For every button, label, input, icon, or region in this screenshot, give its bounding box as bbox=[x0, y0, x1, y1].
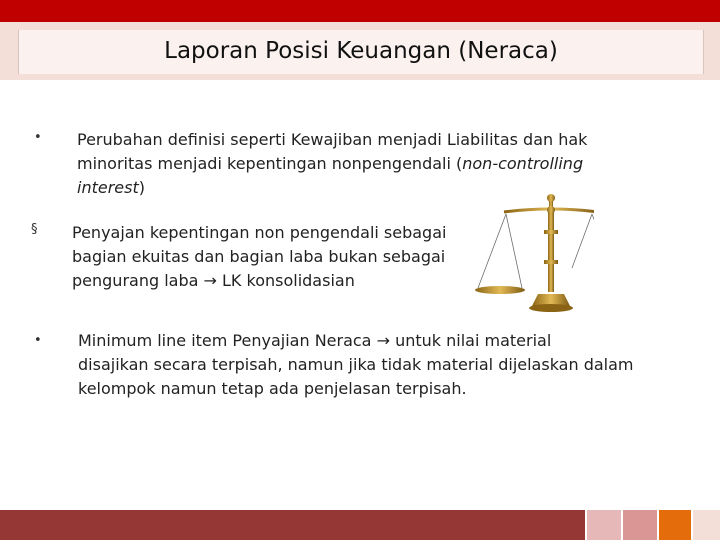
bullet-marker: • bbox=[34, 130, 42, 145]
slide-title: Laporan Posisi Keuangan (Neraca) bbox=[164, 38, 558, 64]
bullet-3-line-1-text: Minimum line item Penyajian Neraca bbox=[78, 331, 372, 350]
footer-bar bbox=[0, 510, 720, 540]
bullet-3-text bbox=[78, 329, 678, 401]
bullet-2-line-3-tail: LK konsolidasian bbox=[216, 271, 355, 290]
bullet-3-line-1 bbox=[78, 329, 678, 353]
bullet-2-text bbox=[72, 221, 472, 293]
bullet-2-line-3-text: pengurang laba bbox=[72, 271, 199, 290]
bullet-1-line-2 bbox=[77, 152, 667, 176]
footer-accent-block bbox=[693, 510, 720, 540]
arrow-right-icon: → bbox=[376, 331, 390, 350]
footer-main-block bbox=[0, 510, 585, 540]
bullet-marker: § bbox=[31, 222, 38, 237]
bullet-1-italic-text: non-controlling bbox=[462, 154, 584, 173]
footer-accent-block bbox=[587, 510, 621, 540]
footer-accent-block bbox=[623, 510, 657, 540]
bullet-2-line-2: bagian ekuitas dan bagian laba bukan sebagai bbox=[72, 247, 446, 266]
top-accent-bar bbox=[0, 0, 720, 22]
bullet-2-line-3 bbox=[72, 269, 472, 293]
bullet-1-line-1: Perubahan definisi seperti Kewajiban menjadi Liabilitas dan hak bbox=[77, 130, 588, 149]
bullet-1-italic-text-2: interest bbox=[77, 178, 139, 197]
bullet-marker: • bbox=[34, 333, 42, 348]
bullet-3-line-2: disajikan secara terpisah, namun jika tidak material dijelaskan dalam bbox=[78, 355, 634, 374]
title-box bbox=[18, 30, 704, 74]
bullet-1-closing: ) bbox=[138, 178, 145, 197]
bullet-2-line-1: Penyajan kepentingan non pengendali sebagai bbox=[72, 223, 447, 242]
balance-scale-icon bbox=[474, 190, 594, 316]
bullet-1-line-2-text: minoritas menjadi kepentingan nonpengendali ( bbox=[77, 154, 463, 173]
arrow-right-icon: → bbox=[203, 271, 217, 290]
footer-accent-block bbox=[659, 510, 691, 540]
bullet-3-line-3: kelompok namun tetap ada penjelasan terpisah. bbox=[78, 379, 467, 398]
bullet-3-line-1-tail: untuk nilai material bbox=[389, 331, 552, 350]
